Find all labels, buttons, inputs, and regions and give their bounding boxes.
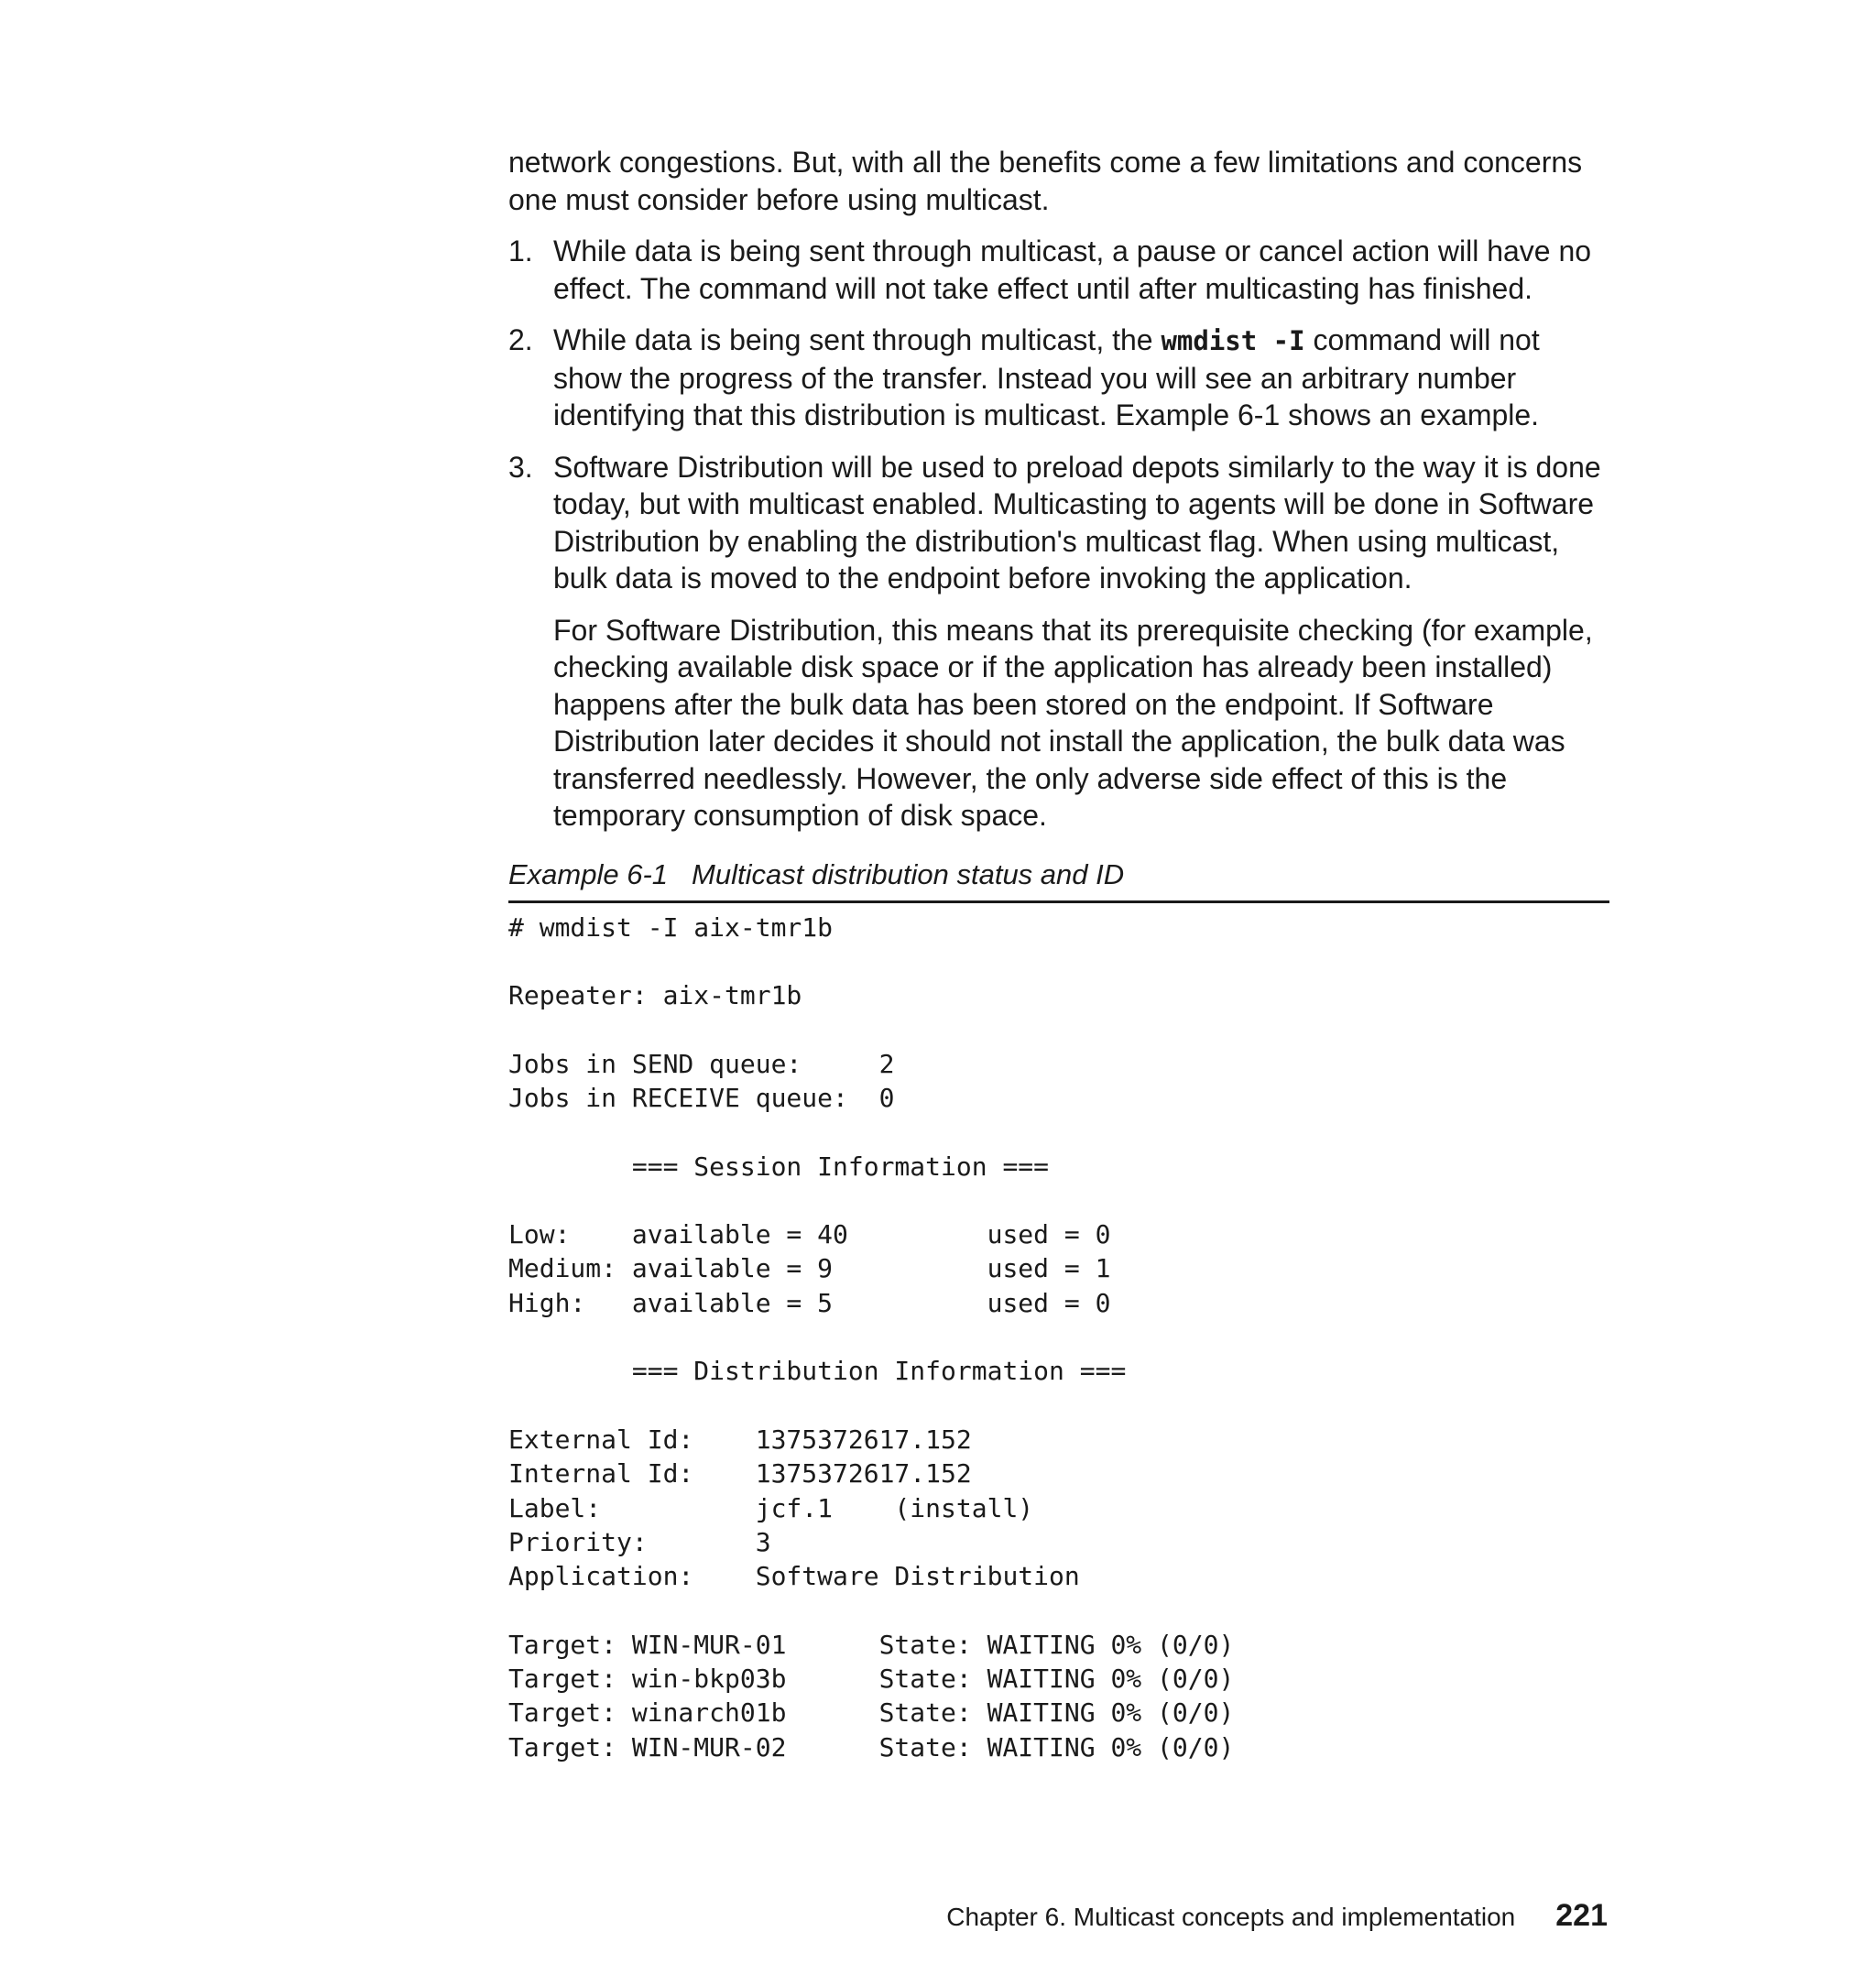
list-item [508, 233, 1612, 307]
list-item-number: 1. [508, 235, 533, 267]
intro-paragraph: network congestions. But, with all the benefits come a few limitations and concerns one must consider before using multicast. [508, 146, 1583, 216]
list-item-subparagraph: For Software Distribution, this means that its prerequisite checking (for example, checking available disk space or if the application has already been installed) happens after the bulk data has been stored on the endpoint. If Software Distribution later decides it should not install the application, the bulk data was transferred needlessly. However, the only adverse side effect of this is the temporary consumption of disk space. [553, 613, 1593, 832]
page-number: 221 [1555, 1898, 1608, 1933]
list-item [508, 449, 1612, 835]
code-listing: # wmdist -I aix-tmr1b Repeater: aix-tmr1b Jobs in SEND queue: 2 Jobs in RECEIVE queue: 0 === Session Information === Low: available = 40 used = 0 Medium: available = 9 used = 1 High: available = 5 used = 0 === Distribution Information === External Id: 1375372617.152 Internal Id: 1375372617.152 Label: jcf.1 (install) Priority: 3 Application: Software Distribution Target: WIN-MUR-01 State: WAITING 0% (0/0) Target: win-bkp03b State: WAITING 0% (0/0) Target: winarch01b State: WAITING 0% (0/0) Target: WIN-MUR-02 State: WAITING 0% (0/0) [508, 911, 1235, 1762]
list-item-text-after: command will not show the progress of the transfer. Instead you will see an arbitrary number identifying that this distribution is multicast. Example 6-1 shows an example. [553, 323, 1540, 431]
list-item-text: While data is being sent through multicast, a pause or cancel action will have no effect. The command will not take effect until after multicasting has finished. [553, 235, 1592, 305]
example-caption [508, 857, 1609, 903]
limitations-list [508, 233, 1612, 835]
example-title: Multicast distribution status and ID [692, 857, 1125, 890]
page-footer [946, 1898, 1608, 1934]
list-item-text: Software Distribution will be used to preload depots similarly to the way it is done today, but with multicast enabled. Multicasting to agents will be done in Software Distribution by enabling the distribution's multicast flag. When using multicast, bulk data is moved to the endpoint before invoking the application. [553, 450, 1601, 595]
list-item-text-before: While data is being sent through multicast, the [553, 323, 1162, 356]
footer-chapter-title: Chapter 6. Multicast concepts and implementation [946, 1903, 1516, 1931]
inline-command: wmdist -I [1161, 325, 1305, 356]
example-label: Example 6-1 [508, 857, 669, 890]
page-content [508, 144, 1612, 1764]
list-item-number: 2. [508, 323, 533, 356]
list-item [508, 322, 1612, 434]
list-item-number: 3. [508, 450, 533, 484]
